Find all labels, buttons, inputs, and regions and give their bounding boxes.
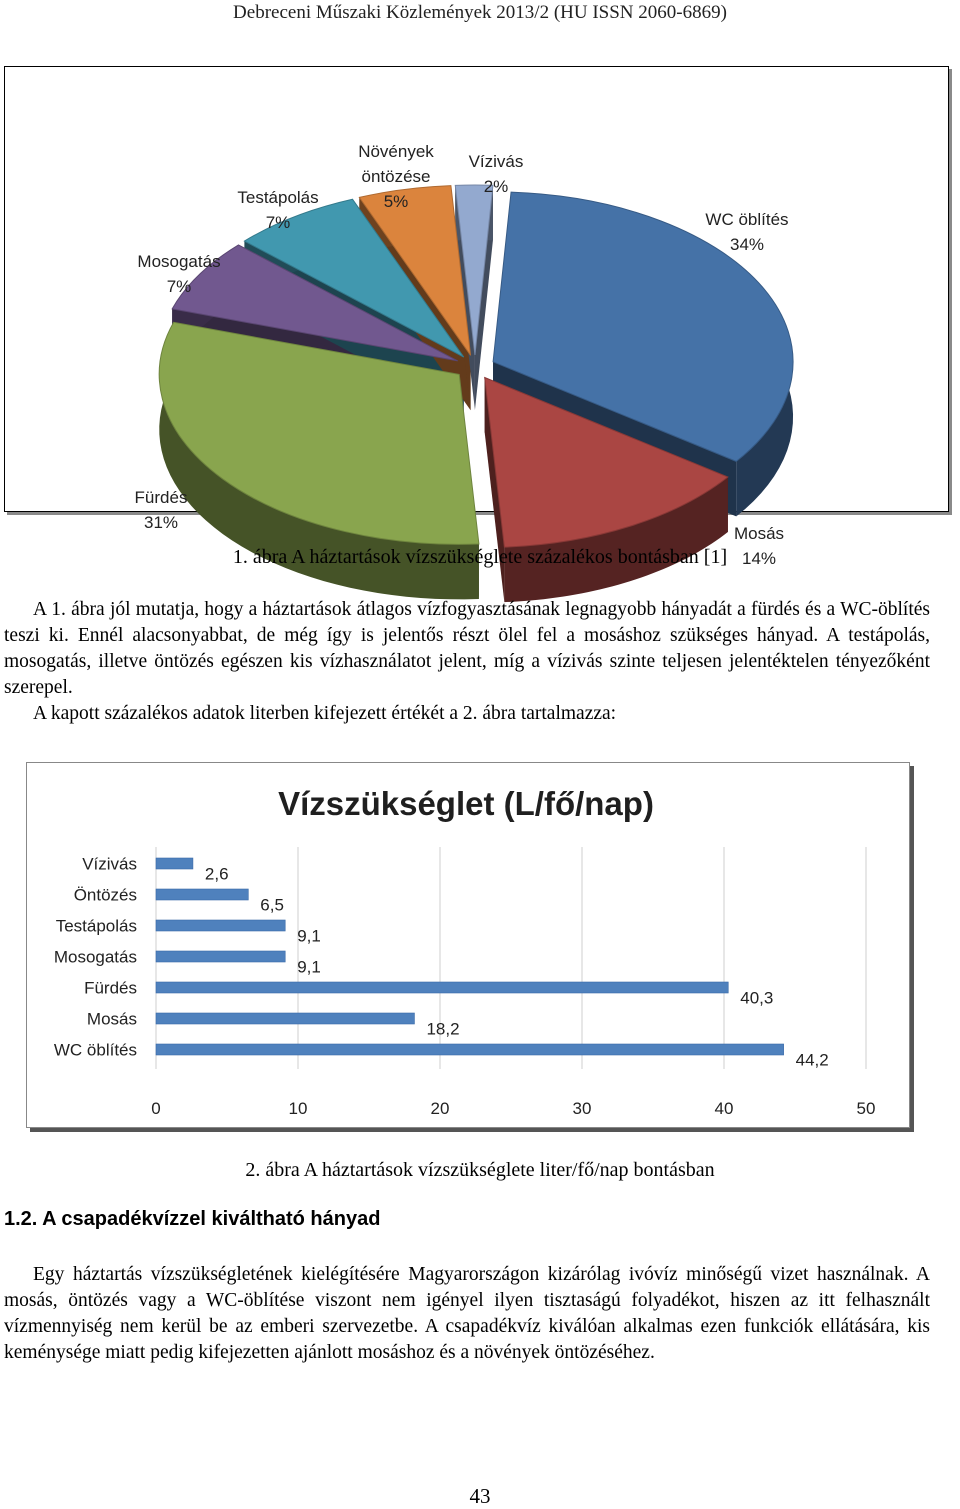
x-tick-label: 0 [151,1099,161,1118]
x-tick-label: 30 [572,1099,592,1118]
y-category-label: WC öblítés [53,1040,137,1060]
bar-chart [26,762,910,1128]
pie-slice-label: Mosás 14% [733,524,785,568]
pie-slice-label: Növények öntözése 5% [358,142,434,211]
bar-value-label: 9,1 [297,957,321,977]
bar [156,982,728,993]
bar-value-label: 18,2 [426,1019,460,1039]
bar-value-label: 2,6 [204,864,229,884]
paragraph-2-text: Egy háztartás vízszükségletének kielégítésére Magyarországon kizárólag ivóvíz minőségű vizet használnak. A mosás, öntözés vagy a WC-öblítése viszont nem igényel ilyen tisztaságú folyadékot, hiszen az itt felhasznált vízmennyiség nem kerül be az emberi szervezetbe. A csapadékvíz kiválóan alkalmas ezen funkciók ellátására, kis keménysége miatt pedig kifejezetten ajánlott mosáshoz és a növények öntözéséhez. [4,1264,930,1363]
bar [156,951,285,962]
section-title: 1.2. A csapadékvízzel kiváltható hányad [4,1208,381,1230]
bar [156,920,285,931]
bar-value-label: 44,2 [795,1050,829,1070]
y-category-label: Fürdés [84,978,137,998]
figure2-caption: 2. ábra A háztartások vízszükséglete liter/fő/nap bontásban [245,1159,715,1181]
page-number: 43 [469,1484,491,1508]
paragraph-1-text: A 1. ábra jól mutatja, hogy a háztartások átlagos vízfogyasztásának legnagyobb hányadát a fürdés és a WC-öblítés teszi ki. Ennél alacsonyabbat, de még így is jelentős részt ölel fel a mosáshoz szükséges hányad. A testápolás, mosogatás, illetve öntözés egészen kis vízhasználatot jelent, míg a vízivás szinte teljesen jelentéktelen tényezőként szerepel. [4,599,930,698]
bar [156,1044,784,1055]
paragraph-2 [4,1262,930,1366]
pie-slice-label: WC öblítés 34% [705,210,789,254]
y-category-label: Öntözés [73,885,137,905]
y-category-label: Testápolás [55,916,137,936]
figure1-caption: 1. ábra A háztartások vízszükséglete százalékos bontásban [1] [232,546,728,568]
x-tick-label: 40 [714,1099,734,1118]
pie-slice-label: Mosogatás 7% [137,252,221,296]
journal-header: Debreceni Műszaki Közlemények 2013/2 (HU ISSN 2060-6869) [233,2,727,23]
bar [156,858,193,869]
x-tick-label: 50 [856,1099,876,1118]
bar [156,889,248,900]
pie-slice-label: Fürdés 31% [134,488,188,532]
bar-value-label: 40,3 [740,988,774,1008]
y-category-label: Vízivás [82,854,137,874]
x-tick-label: 10 [288,1099,308,1118]
paragraph-1 [4,597,930,727]
pie-slice-label: Vízivás 2% [468,152,524,196]
bar-value-label: 9,1 [297,926,321,946]
y-category-label: Mosogatás [53,947,137,967]
paragraph-1-text-2: A kapott százalékos adatok literben kifejezett értékét a 2. ábra tartalmazza: [33,703,617,724]
y-category-label: Mosás [86,1009,137,1029]
bar [156,1013,414,1024]
bar-chart-frame [26,762,910,1128]
bar-value-label: 6,5 [260,895,284,915]
pie-slice-label: Testápolás 7% [237,188,319,232]
x-tick-label: 20 [430,1099,450,1118]
bar-chart-title: Vízszükséglet (L/fő/nap) [278,785,654,822]
